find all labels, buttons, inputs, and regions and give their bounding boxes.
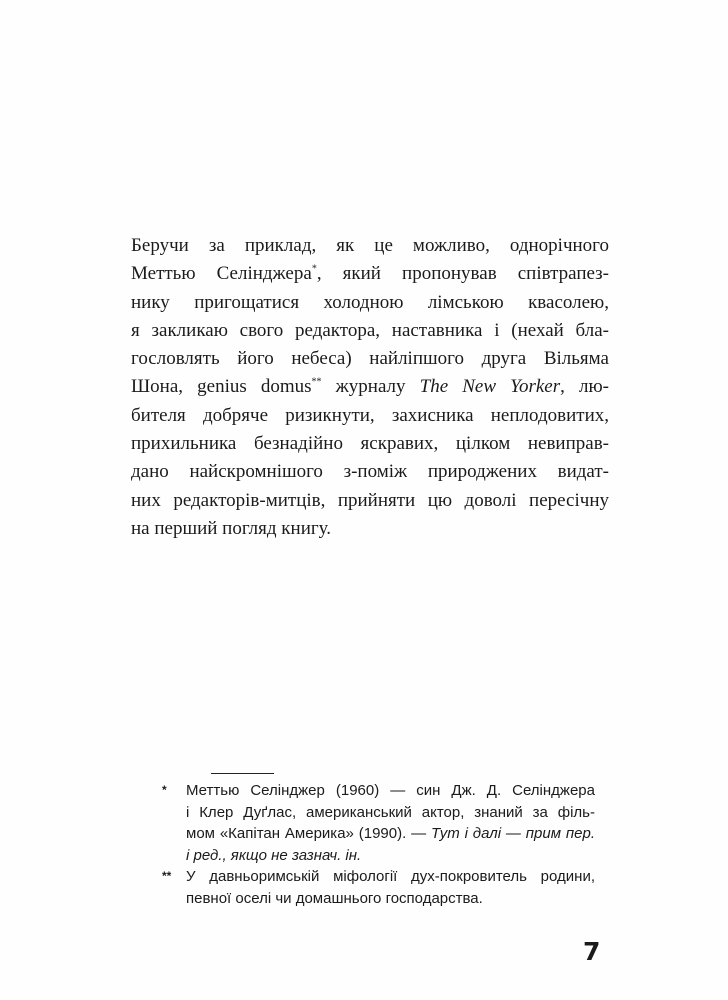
footnote-divider [211, 773, 274, 774]
text-segment: мом «Капітан Америка» (1990). — [186, 825, 432, 842]
text-line [131, 260, 609, 288]
footnote-marker: ** [162, 869, 172, 883]
editorial-note: Тут і далі — прим пер. [431, 825, 596, 842]
text-line: нику пригощатися холодною лімською квасолею, [131, 291, 609, 313]
footnote-line: Меттью Селінджер (1960) — син Дж. Д. Селінджера [186, 782, 595, 799]
text-line: я закликаю свого редактора, наставника і (нехай бла- [131, 319, 609, 341]
text-segment: Меттью Селінджера [131, 263, 312, 285]
editorial-note: і ред., якщо не зазнач. ін. [186, 846, 362, 864]
text-segment: , лю- [560, 376, 609, 398]
footnote-marker: * [162, 783, 167, 797]
main-paragraph [131, 232, 609, 543]
page-number: 7 [583, 937, 601, 966]
footnote-ref: * [311, 263, 317, 275]
text-line [131, 373, 609, 401]
text-line: них редакторів-митців, прийняти цю доволі пересічну [131, 489, 609, 511]
footnote-text [186, 780, 595, 866]
text-line: на перший погляд книгу. [131, 517, 332, 539]
footnote-line [186, 823, 595, 845]
text-segment: Шона, genius domus [131, 376, 312, 398]
footnote-line [186, 845, 595, 867]
footnote-line: певної оселі чи домашнього господарства. [186, 889, 483, 907]
footnote-line: і Клер Дуґлас, американський актор, знаний за філь- [186, 803, 595, 821]
magazine-title: The New Yorker [419, 376, 561, 398]
text-line: Беручи за приклад, як це можливо, однорічного [131, 235, 609, 256]
text-line: гословлять його небеса) найліпшого друга Вільяма [131, 348, 609, 370]
footnote-text [186, 866, 595, 909]
text-line: прихильника безнадійно яскравих, цілком невиправ- [131, 433, 609, 455]
footnote-line: У давньоримській міфології дух-покровитель родини, [186, 868, 595, 885]
text-line: дано найскромнішого з-поміж природжених видат- [131, 461, 609, 483]
text-line: бителя добряче ризикнути, захисника неплодовитих, [131, 404, 609, 426]
footnote-ref: ** [311, 377, 322, 389]
text-segment: , який пропонував співтрапез- [316, 263, 610, 285]
text-segment: журналу [321, 376, 420, 398]
